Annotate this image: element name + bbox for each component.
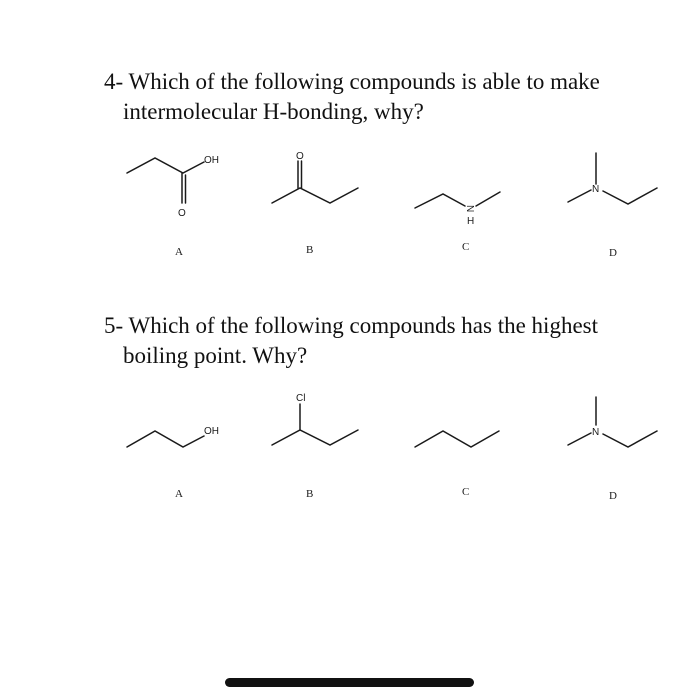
q5-b-chlorine-label: Cl	[296, 393, 306, 404]
q4-d-nitrogen-label: N	[592, 184, 600, 195]
q4-option-d: D	[609, 247, 617, 259]
q5-option-d: D	[609, 490, 617, 502]
question-5-structures	[0, 385, 699, 505]
home-indicator-bar[interactable]	[225, 678, 474, 687]
q4-structure-d	[568, 153, 657, 204]
q4-option-c: C	[462, 241, 470, 253]
question-4-structures	[0, 140, 699, 265]
q4-c-nitrogen-label: N	[464, 205, 475, 213]
q5-option-a: A	[175, 488, 183, 500]
question-5-line-2: boiling point. Why?	[123, 343, 308, 368]
q4-option-b: B	[306, 244, 314, 256]
q4-a-oxygen-label: O	[178, 208, 186, 219]
q5-structure-b	[272, 393, 358, 445]
question-4	[104, 67, 600, 127]
q5-a-hydroxyl-label: OH	[204, 426, 219, 437]
q4-c-hydrogen-label: H	[467, 216, 475, 227]
question-4-line-1: 4- Which of the following compounds is able to make	[104, 69, 600, 94]
q4-a-hydroxyl-label: OH	[204, 155, 219, 166]
q5-structure-d	[568, 397, 657, 447]
question-5	[104, 311, 598, 371]
q5-d-nitrogen-label: N	[592, 427, 600, 438]
q5-option-b: B	[306, 488, 314, 500]
q4-option-a: A	[175, 246, 183, 258]
q4-structure-b	[272, 151, 358, 203]
question-4-line-2: intermolecular H-bonding, why?	[123, 99, 424, 124]
q4-structure-a	[127, 155, 219, 219]
q5-structure-a	[127, 426, 219, 447]
q4-structure-c	[415, 192, 500, 227]
question-5-line-1: 5- Which of the following compounds has the highest	[104, 313, 598, 338]
q5-option-c: C	[462, 486, 470, 498]
q4-b-oxygen-label-text: O	[296, 151, 304, 162]
q5-structure-c	[415, 431, 499, 447]
